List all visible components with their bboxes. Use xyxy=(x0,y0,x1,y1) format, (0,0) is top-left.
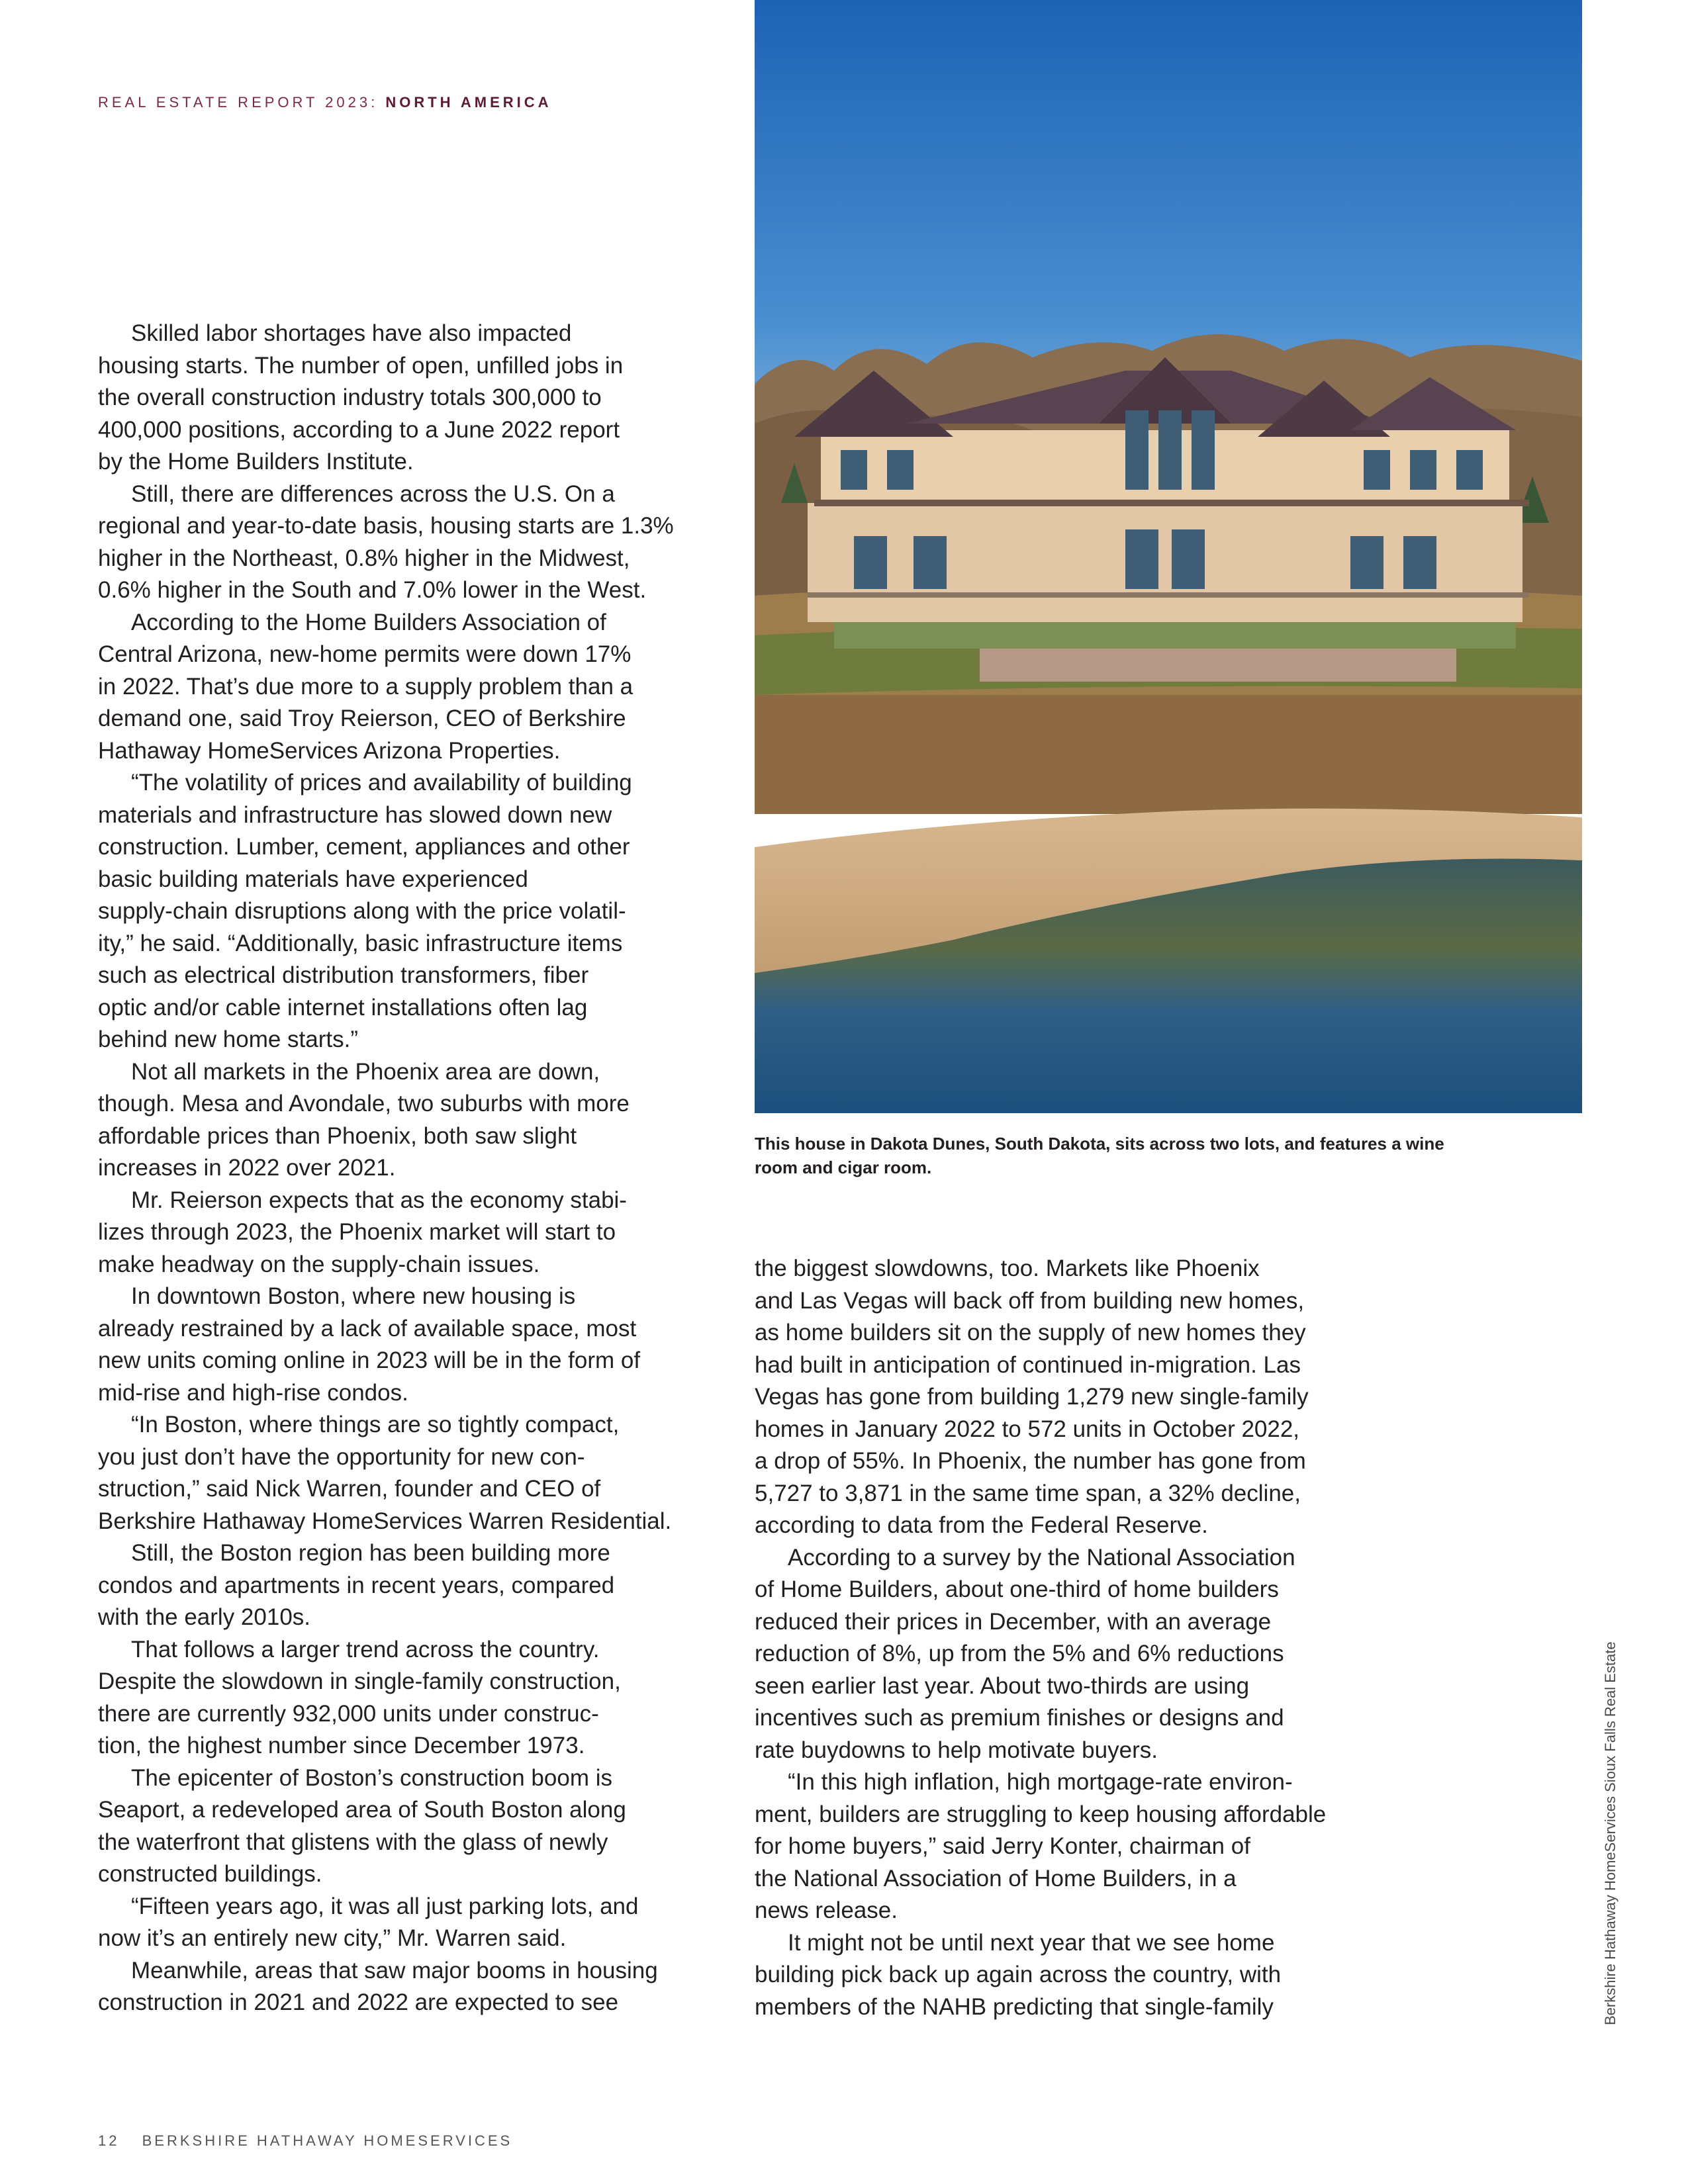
left-paragraph-9: Still, the Boston region has been building more condos and apartments in recent years, compared with the early 2010s. xyxy=(98,1540,615,1630)
left-paragraph-12: “Fifteen years ago, it was all just parking lots, and now it’s an entirely new city,” Mr. Warren said. xyxy=(98,1893,639,1951)
left-paragraph-1: Skilled labor shortages have also impacted housing starts. The number of open, unfilled jobs in the overall construction industry totals 300,000 to 400,000 positions, according to a June 2022 report by the Home Builders Institute. xyxy=(98,320,624,475)
right-paragraph-3: “In this high inflation, high mortgage-rate environ- ment, builders are struggling to keep housing affordable for home buyers,” said Jerry Konter, chairman of the National Association of Home Builders, in a news release. xyxy=(755,1769,1327,1923)
left-paragraph-5: Not all markets in the Phoenix area are down, though. Mesa and Avondale, two suburbs with more affordable prices than Phoenix, both saw slight increases in 2022 over 2021. xyxy=(98,1058,630,1181)
right-paragraph-4: It might not be until next year that we see home building pick back up again across the country, with members of the NAHB predicting that single-family xyxy=(755,1929,1282,2020)
left-paragraph-4: “The volatility of prices and availability of building materials and infrastructure has slowed down new construction. Lumber, cement, appliances and other basic building materials have experienced supply-chain disruptions along with the price volatil- ity,” he said. “Additionally, basic infrastructure items such as electrical distribution transformers, fiber optic and/or cable internet installations often lag behind new home starts.” xyxy=(98,770,632,1052)
left-paragraph-11: The epicenter of Boston’s construction boom is Seaport, a redeveloped area of South Boston along the waterfront that glistens with the glass of newly constructed buildings. xyxy=(98,1764,626,1887)
house-photo-illustration xyxy=(755,0,1582,1113)
house-photo xyxy=(755,0,1582,1113)
left-paragraph-13: Meanwhile, areas that saw major booms in housing construction in 2021 and 2022 are expected to see xyxy=(98,1957,658,2015)
left-paragraph-3: According to the Home Builders Association of Central Arizona, new-home permits were down 17% in 2022. That’s due more to a supply problem than a demand one, said Troy Reierson, CEO of Berkshire Hathaway HomeServices Arizona Properties. xyxy=(98,609,633,764)
right-paragraph-2: According to a survey by the National Association of Home Builders, about one-third of home builders reduced their prices in December, with an average reduction of 8%, up from the 5% and 6% reductions seen earlier last year. About two-thirds are using incentives such as premium finishes or designs and rate buydowns to help motivate buyers. xyxy=(755,1544,1295,1763)
right-column xyxy=(755,1253,1390,2023)
left-paragraph-10: That follows a larger trend across the country. Despite the slowdown in single-family construction, there are currently 932,000 units under construc- tion, the highest number since December 1973. xyxy=(98,1636,621,1758)
photo-credit: Berkshire Hathaway HomeServices Sioux Falls Real Estate xyxy=(1602,1641,1618,2025)
report-title: REAL ESTATE REPORT 2023: xyxy=(98,94,379,111)
left-paragraph-2: Still, there are differences across the U.S. On a regional and year-to-date basis, housing starts are 1.3% higher in the Northeast, 0.8% higher in the Midwest, 0.6% higher in the South and 7.0% lower in the West. xyxy=(98,480,674,603)
left-paragraph-6: Mr. Reierson expects that as the economy stabi- lizes through 2023, the Phoenix market will start to make headway on the supply-chain issues. xyxy=(98,1187,627,1277)
right-paragraph-1: the biggest slowdowns, too. Markets like Phoenix and Las Vegas will back off from building new homes, as home builders sit on the supply of new homes they had built in anticipation of continued in-migration. Las Vegas has gone from building 1,279 new single-family homes in January 2022 to 572 units in October 2022, a drop of 55%. In Phoenix, the number has gone from 5,727 to 3,871 in the same time span, a 32% decline, according to data from the Federal Reserve. xyxy=(755,1255,1309,1538)
page-footer xyxy=(98,2132,512,2150)
report-header xyxy=(98,94,552,111)
left-column xyxy=(98,318,720,2019)
photo-caption: This house in Dakota Dunes, South Dakota, sits across two lots, and features a wine room and cigar room. xyxy=(755,1134,1444,1177)
page-number: 12 xyxy=(98,2132,120,2149)
footer-brand: BERKSHIRE HATHAWAY HOMESERVICES xyxy=(142,2132,513,2149)
left-paragraph-8: “In Boston, where things are so tightly compact, you just don’t have the opportunity for new con- struction,” said Nick Warren, founder and CEO of Berkshire Hathaway HomeServices Warren Residential. xyxy=(98,1412,672,1534)
left-paragraph-7: In downtown Boston, where new housing is already restrained by a lack of available space, most new units coming online in 2023 will be in the form of mid-rise and high-rise condos. xyxy=(98,1283,641,1406)
report-region: NORTH AMERICA xyxy=(385,94,552,111)
